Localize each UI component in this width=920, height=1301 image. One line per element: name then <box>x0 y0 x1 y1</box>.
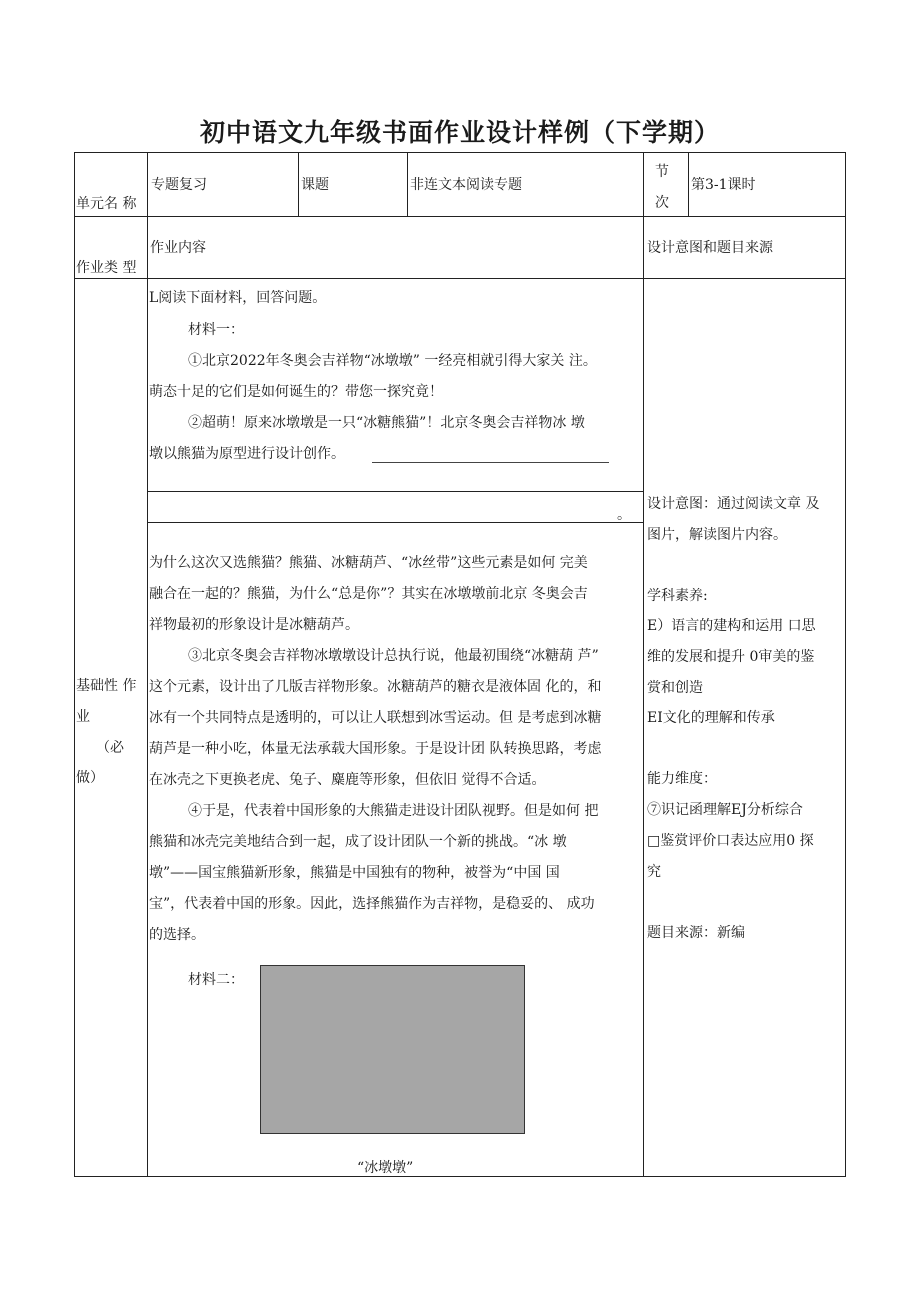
intent-line-3: 学科素养: <box>647 588 708 604</box>
design-intent-label: 设计意图和题目来源 <box>647 240 773 256</box>
intent-line-6: 赏和创造 <box>647 680 703 696</box>
paragraph-3c: 祥物最初的形象设计是冰糖葫芦。 <box>149 617 359 633</box>
mascot-image-placeholder <box>260 965 525 1134</box>
paragraph-1a: ①北京2022年冬奥会吉祥物“冰墩墩” 一经亮相就引得大家关 注。 <box>188 353 597 369</box>
col-divider-1 <box>147 152 148 1177</box>
intent-line-11: 究 <box>647 864 661 880</box>
paragraph-5a: ④于是，代表着中国形象的大熊猫走进设计团队视野。但是如何 把 <box>188 803 599 819</box>
homework-type-label: 作业类 型 <box>76 260 137 276</box>
section-label-top: 节 <box>655 164 669 180</box>
intent-line-7: EI文化的理解和传承 <box>647 710 775 726</box>
category-line-2: 业 <box>76 709 90 725</box>
lesson-label: 课题 <box>301 177 329 193</box>
intent-line-10: □鉴赏评价口表达应用0 探 <box>647 833 814 849</box>
paragraph-4a: ③北京冬奥会吉祥物冰墩墩设计总执行说，他最初围绕“冰糖葫 芦” <box>188 648 599 664</box>
intent-line-8: 能力维度： <box>647 771 717 787</box>
table-border-bottom <box>74 1176 846 1177</box>
paragraph-2a: ②超萌！原来冰墩墩是一只“冰糖熊猫”！北京冬奥会吉祥物冰 墩 <box>188 415 585 431</box>
intent-line-9: ⑦识记函理解EJ分析综合 <box>647 802 803 818</box>
paragraph-2b: 墩以熊猫为原型进行设计创作。 <box>149 446 345 462</box>
paragraph-5e: 的选择。 <box>149 927 205 943</box>
paragraph-3a: 为什么这次又选熊猫？熊猫、冰糖葫芦、“冰丝带”这些元素是如何 完美 <box>149 555 588 571</box>
paragraph-4c: 冰有一个共同特点是透明的，可以让人联想到冰雪运动。但 是考虑到冰糖 <box>149 710 602 726</box>
row1-divider <box>74 216 846 217</box>
table-border-top <box>74 152 846 153</box>
material-2-label: 材料二： <box>188 972 244 988</box>
category-line-3: （必 <box>96 740 124 756</box>
unit-name-label: 单元名 称 <box>76 196 137 212</box>
content-rule-1 <box>147 491 643 492</box>
material-1-label: 材料一： <box>188 322 244 338</box>
paragraph-1b: 萌态十足的它们是如何诞生的？带您一探究竟！ <box>149 384 443 400</box>
intent-line-5: 维的发展和提升 0审美的鉴 <box>647 649 815 665</box>
content-rule-2 <box>147 522 643 523</box>
intent-line-2: 图片，解读图片内容。 <box>647 527 787 543</box>
category-line-4: 做） <box>76 770 104 786</box>
section-label-bottom: 次 <box>655 195 669 211</box>
paragraph-4b: 这个元素，设计出了几版吉祥物形象。冰糖葫芦的糖衣是液体固 化的，和 <box>149 679 602 695</box>
col-divider-3 <box>407 152 408 216</box>
table-border-left <box>74 152 75 1177</box>
table-border-right <box>845 152 846 1177</box>
homework-content-label: 作业内容 <box>150 240 206 256</box>
blank-end-mark: 。 <box>617 507 631 523</box>
paragraph-3b: 融合在一起的？熊猫，为什么“总是你”？其实在冰墩墩前北京 冬奥会吉 <box>149 586 588 602</box>
category-line-1: 基础性 作 <box>76 678 137 694</box>
paragraph-4d: 葫芦是一种小吃，体量无法承载大国形象。于是设计团 队转换思路，考虑 <box>149 741 602 757</box>
paragraph-5b: 熊猫和冰壳完美地结合到一起，成了设计团队一个新的挑战。“冰 墩 <box>149 834 567 850</box>
col-divider-5 <box>688 152 689 216</box>
lesson-value: 非连文本阅读专题 <box>410 177 522 193</box>
intent-line-1: 设计意图：通过阅读文章 及 <box>647 496 820 512</box>
section-value: 第3-1课时 <box>691 177 756 193</box>
page-title: 初中语文九年级书面作业设计样例（下学期） <box>199 118 720 147</box>
paragraph-5d: 宝”，代表着中国的形象。因此，选择熊猫作为吉祥物，是稳妥的、 成功 <box>149 896 595 912</box>
intent-line-4: E）语言的建构和运用 口思 <box>647 618 816 634</box>
col-divider-4 <box>643 152 644 1177</box>
answer-blank-line[interactable] <box>372 462 609 463</box>
image-caption: “冰墩墩” <box>357 1160 414 1176</box>
paragraph-5c: 墩”——国宝熊猫新形象，熊猫是中国独有的物种，被誉为“中国 国 <box>149 865 560 881</box>
col-divider-2 <box>298 152 299 216</box>
paragraph-4e: 在冰壳之下更换老虎、兔子、麋鹿等形象，但依旧 觉得不合适。 <box>149 772 546 788</box>
intent-line-12: 题目来源：新编 <box>647 925 745 941</box>
unit-name-value: 专题复习 <box>151 177 207 193</box>
row2-divider <box>74 278 846 279</box>
question-1: L阅读下面材料，回答问题。 <box>149 290 327 306</box>
